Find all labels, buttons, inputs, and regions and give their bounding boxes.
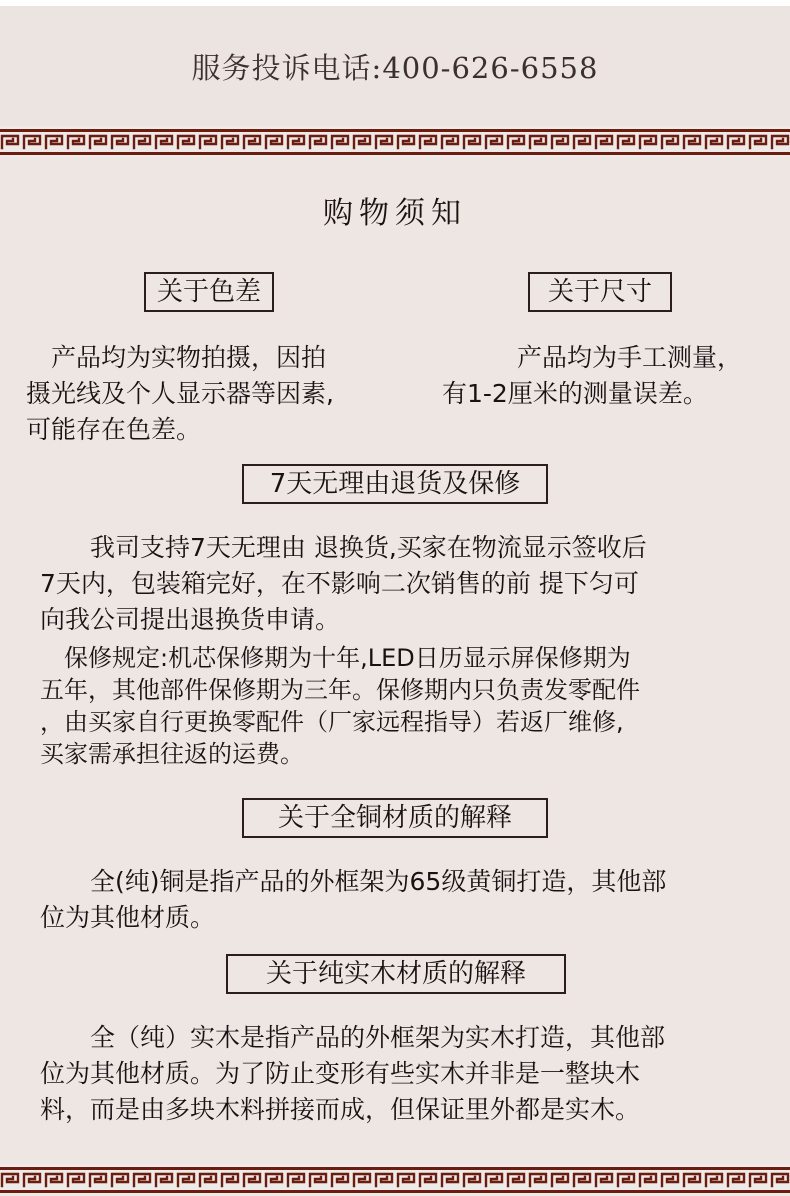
- text-line: 全（纯）实木是指产品的外框架为实木打造，其他部: [40, 1023, 666, 1052]
- text-line: 买家需承担往返的运费。: [40, 740, 304, 768]
- text-line: ，由买家自行更换零配件（厂家远程指导）若返厂维修,: [40, 708, 624, 736]
- meander-pattern: [0, 1164, 790, 1196]
- meander-border-bottom: [0, 1164, 790, 1196]
- text-line: 产品均为手工测量，: [442, 343, 743, 372]
- text-line: 可能存在色差。: [26, 415, 202, 444]
- size-text: [442, 340, 772, 412]
- text-line: 有1-2厘米的测量误差。: [442, 379, 708, 408]
- complaint-hotline: 服务投诉电话:400-626-6558: [191, 51, 599, 85]
- size-heading: 关于尺寸: [528, 272, 672, 312]
- text-line: 7天内，包装箱完好，在不影响二次销售的前 提下匀可: [40, 569, 639, 598]
- wood-heading: 关于纯实木材质的解释: [226, 954, 566, 994]
- copper-heading: 关于全铜材质的解释: [242, 798, 548, 838]
- wood-text: [40, 1020, 770, 1128]
- text-line: 保修规定:机芯保修期为十年,LED日历显示屏保修期为: [40, 644, 631, 672]
- meander-pattern: [0, 126, 790, 158]
- text-line: 全(纯)铜是指产品的外框架为65级黄铜打造，其他部: [40, 867, 667, 896]
- text-line: 料，而是由多块木料拼接而成，但保证里外都是实木。: [40, 1095, 641, 1124]
- returns-text: [40, 530, 770, 638]
- hotline-banner: [0, 0, 790, 126]
- shopping-notice-title: 购物须知: [323, 196, 467, 231]
- text-line: 摄光线及个人显示器等因素,: [26, 379, 334, 408]
- color-diff-text: [26, 340, 406, 448]
- warranty-text: [40, 642, 780, 770]
- text-line: 五年，其他部件保修期为三年。保修期内只负责发零配件: [40, 676, 640, 704]
- text-line: 位为其他材质。为了防止变形有些实木并非是一整块木: [40, 1059, 641, 1088]
- color-diff-heading: 关于色差: [144, 272, 274, 312]
- returns-heading: 7天无理由退货及保修: [242, 464, 548, 504]
- text-line: 产品均为实物拍摄，因拍: [26, 343, 327, 372]
- meander-border-top: [0, 126, 790, 158]
- text-line: 位为其他材质。: [40, 903, 216, 932]
- copper-text: [40, 864, 770, 936]
- text-line: 我司支持7天无理由 退换货,买家在物流显示签收后: [40, 533, 647, 562]
- text-line: 向我公司提出退换货申请。: [40, 605, 341, 634]
